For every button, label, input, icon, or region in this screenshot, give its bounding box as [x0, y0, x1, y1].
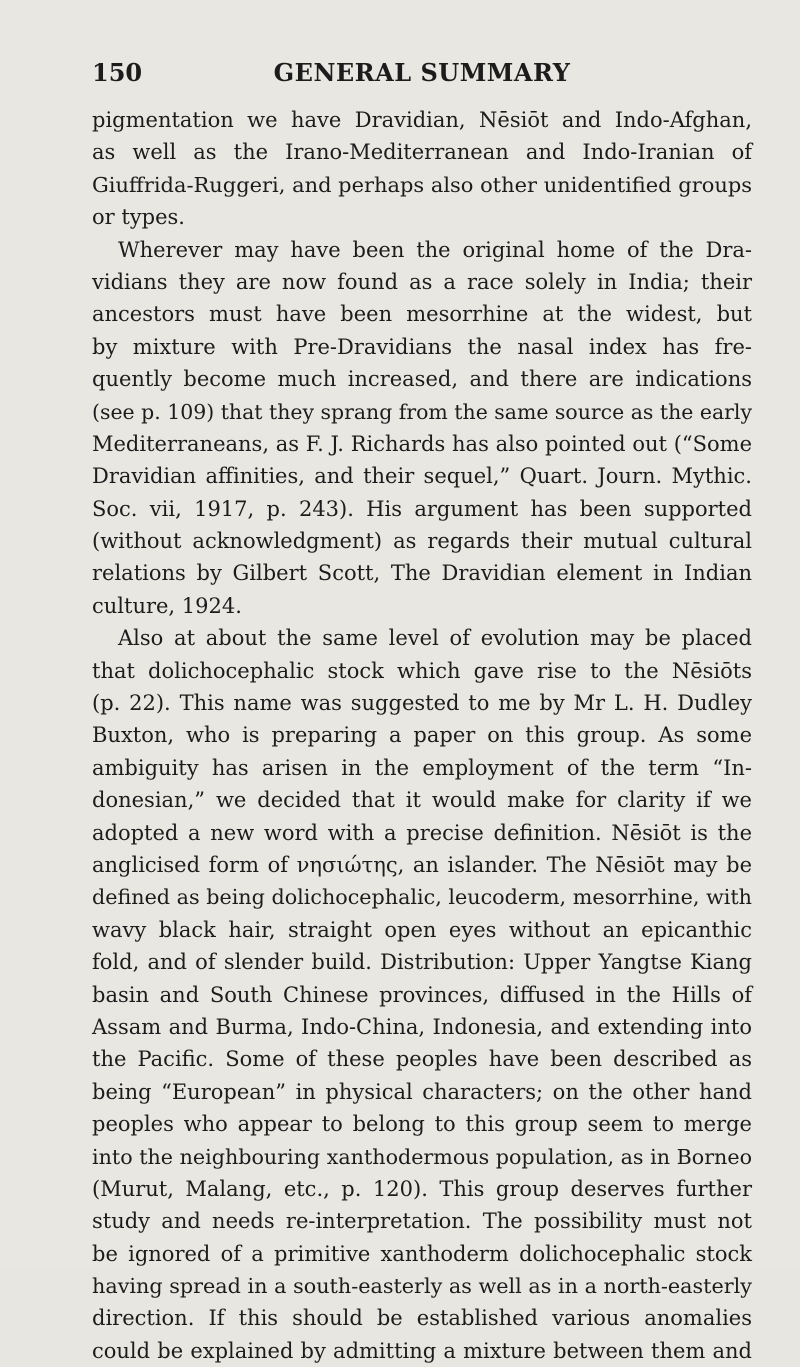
text-line: ancestors must have been mesorrhine at the widest, but — [92, 302, 752, 327]
text-line: anglicised form of νησιώτης, an islander. The Nēsiōt may be — [92, 852, 752, 877]
text-line: Wherever may have been the original home of the Dra- — [118, 237, 752, 262]
text-line: having spread in a south-easterly as well as in a north-easterly — [92, 1274, 752, 1299]
text-line: the Pacific. Some of these peoples have been described as — [92, 1047, 752, 1072]
text-line: (without acknowledgment) as regards their mutual cultural — [92, 529, 752, 554]
body-text — [92, 104, 752, 1367]
text-line: donesian,” we decided that it would make for clarity if we — [92, 788, 752, 813]
text-line: fold, and of slender build. Distribution: Upper Yangtse Kiang — [92, 950, 752, 975]
text-line: pigmentation we have Dravidian, Nēsiōt and Indo-Afghan, — [92, 108, 752, 132]
text-line: Mediterraneans, as F. J. Richards has also pointed out (“Some — [92, 431, 752, 456]
text-line: (p. 22). This name was suggested to me by Mr L. H. Dudley — [92, 691, 752, 716]
page-header — [92, 58, 752, 98]
text-line: Dravidian affinities, and their sequel,” Quart. Journ. Mythic. — [92, 464, 752, 489]
text-line: or types. — [92, 205, 185, 230]
text-line: vidians they are now found as a race solely in India; their — [92, 269, 752, 294]
text-line: be ignored of a primitive xanthoderm dolichocephalic stock — [92, 1241, 752, 1266]
text-line: relations by Gilbert Scott, The Dravidian element in Indian — [92, 561, 752, 586]
text-line: defined as being dolichocephalic, leucoderm, mesorrhine, with — [92, 885, 752, 910]
text-line: study and needs re-interpretation. The possibility must not — [92, 1209, 752, 1234]
page-number: 150 — [92, 58, 143, 87]
text-line: culture, 1924. — [92, 593, 242, 618]
text-line: (see p. 109) that they sprang from the same source as the early — [92, 399, 752, 424]
text-line: Assam and Burma, Indo-China, Indonesia, and extending into — [92, 1014, 752, 1039]
text-line: by mixture with Pre-Dravidians the nasal index has fre- — [92, 334, 752, 359]
text-line: adopted a new word with a precise definition. Nēsiōt is the — [92, 820, 752, 845]
text-line: Giuffrida-Ruggeri, and perhaps also other unidentified groups — [92, 172, 752, 197]
text-line: quently become much increased, and there are indications — [92, 367, 752, 392]
text-line: basin and South Chinese provinces, diffused in the Hills of — [92, 982, 752, 1007]
text-line: peoples who appear to belong to this group seem to merge — [92, 1112, 752, 1137]
text-line: ambiguity has arisen in the employment of the term “In- — [92, 755, 752, 780]
text-line: Buxton, who is preparing a paper on this group. As some — [92, 723, 752, 748]
text-line: into the neighbouring xanthodermous population, as in Borneo — [92, 1144, 752, 1169]
running-head: GENERAL SUMMARY — [273, 58, 571, 87]
text-line: wavy black hair, straight open eyes without an epicanthic — [92, 917, 752, 942]
text-line: being “European” in physical characters; on the other hand — [92, 1079, 752, 1104]
text-line: as well as the Irano-Mediterranean and Indo-Iranian of — [92, 140, 752, 165]
text-line: (Murut, Malang, etc., p. 120). This group deserves further — [92, 1176, 752, 1201]
text-line: Also at about the same level of evolution may be placed — [118, 626, 752, 651]
text-line: could be explained by admitting a mixture between them and — [92, 1338, 752, 1363]
text-line: Soc. vii, 1917, p. 243). His argument has been supported — [92, 496, 752, 521]
text-line: direction. If this should be established various anomalies — [92, 1306, 752, 1331]
text-line: that dolichocephalic stock which gave rise to the Nēsiōts — [92, 658, 752, 683]
